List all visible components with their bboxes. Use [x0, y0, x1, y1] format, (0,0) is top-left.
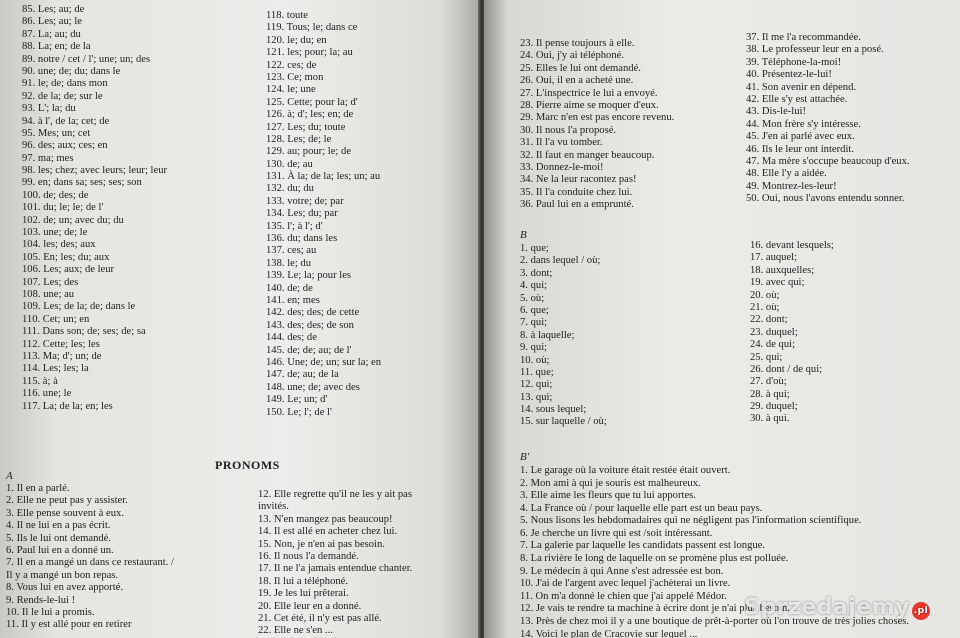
answer-line: 30. à qui. — [750, 413, 790, 425]
answer-line: 11. que; — [520, 366, 554, 378]
answer-line: 146. Une; de; un; sur la; en — [266, 356, 382, 368]
answer-line: 119. Tous; le; dans ce — [266, 22, 358, 34]
relatifs-b-column-2 — [750, 240, 950, 426]
answer-line: 43. Dis-le-lui! — [746, 106, 807, 118]
answer-line: 9. Le médecin à qui Anne s'est adressée est bon. — [520, 565, 724, 577]
answer-line: 42. Elle s'y est attachée. — [746, 93, 848, 105]
answer-line: 38. Le professeur leur en a posé. — [746, 44, 884, 56]
section-label-b: B — [520, 229, 527, 241]
answer-line: 90. une; de; du; dans le — [22, 65, 121, 77]
answer-line: 147. de; au; de la — [266, 369, 339, 381]
answer-line: invités. — [258, 501, 289, 513]
right-page — [484, 0, 960, 638]
answer-line: 15. sur laquelle / où; — [520, 416, 607, 428]
answer-line: 30. Il nous l'a proposé. — [520, 124, 617, 136]
answer-line: 88. La; en; de la — [22, 41, 91, 53]
answer-line: 111. Dans son; de; ses; de; sa — [22, 326, 146, 338]
answer-line: 1. Le garage où la voiture était restée était ouvert. — [520, 465, 731, 476]
answer-line: 48. Elle l'y a aidée. — [746, 168, 827, 180]
answer-line: 87. La; au; du — [22, 28, 81, 40]
answer-line: Il y a mangé un bon repas. — [6, 569, 119, 581]
answer-line: 19. Je les lui prêterai. — [258, 588, 349, 600]
answer-line: 110. Cet; un; en — [22, 313, 90, 325]
section-heading-pronoms: PRONOMS — [215, 458, 280, 472]
answer-line: 13. N'en mangez pas beaucoup! — [258, 513, 393, 525]
answer-line: 46. Ils le leur ont interdit. — [746, 143, 854, 155]
answer-line: 5. où; — [520, 292, 545, 304]
answer-line: 40. Présentez-le-lui! — [746, 69, 832, 81]
section-label-b-prime: B' — [520, 451, 530, 463]
answer-line: 22. dont; — [750, 314, 788, 326]
pronoms-a-column-1 — [6, 483, 256, 632]
answer-line: 5. Ils le lui ont demandé. — [6, 532, 112, 544]
answer-line: 129. au; pour; le; de — [266, 146, 352, 158]
answer-line: 6. que; — [520, 304, 549, 316]
answer-line: 18. Il lui a téléphoné. — [258, 575, 349, 587]
answer-line: 10. J'ai de l'argent avec lequel j'achèterai un livre. — [520, 578, 731, 590]
answer-line: 7. La galerie par laquelle les candidats passent est longue. — [520, 540, 766, 552]
answer-line: 28. Pierre aime se moquer d'eux. — [520, 99, 659, 111]
answer-line: 16. devant lesquels; — [750, 240, 834, 251]
answer-line: 138. le; du — [266, 257, 312, 269]
answer-line: 136. du; dans les — [266, 233, 338, 245]
answer-line: 17. auquel; — [750, 252, 798, 264]
answer-line: 17. Il ne l'a jamais entendue chanter. — [258, 563, 413, 575]
answer-line: 4. La France où / pour laquelle elle part est un beau pays. — [520, 502, 763, 514]
answer-line: 96. des; aux; ces; en — [22, 140, 108, 152]
answer-line: 9. Rends-le-lui ! — [6, 594, 76, 606]
answer-line: 140. de; de — [266, 282, 313, 294]
answer-line: 6. Paul lui en a donné un. — [6, 544, 114, 556]
answer-line: 2. Elle ne peut pas y assister. — [6, 495, 128, 507]
answer-line: 11. On m'a donné le chien que j'ai appelé Médor. — [520, 590, 727, 602]
answer-line: 142. des; des; de cette — [266, 307, 360, 319]
answer-line: 8. à laquelle; — [520, 329, 575, 341]
answer-line: 10. où; — [520, 354, 550, 366]
answer-line: 143. des; des; de son — [266, 319, 354, 331]
answer-line: 21. Cet été, il n'y est pas allé. — [258, 612, 382, 624]
answer-line: 97. ma; mes — [22, 152, 74, 164]
answer-line: 16. Il nous l'a demandé. — [258, 550, 359, 562]
answer-line: 89. notre / cet / l'; une; un; des — [22, 53, 151, 65]
answer-line: 4. Il ne lui en a pas écrit. — [6, 520, 111, 532]
answer-line: 15. Non, je n'en ai pas besoin. — [258, 538, 385, 550]
answer-line: 26. dont / de qui; — [750, 363, 823, 375]
answer-line: 7. Il en a mangé un dans ce restaurant. / — [6, 557, 174, 569]
answer-line: 123. Ce; mon — [266, 71, 324, 83]
answer-line: 104. les; des; aux — [22, 239, 96, 251]
answer-line: 125. Cette; pour la; d' — [266, 96, 358, 108]
answer-line: 39. Téléphone-la-moi! — [746, 56, 842, 68]
answer-line: 108. une; au — [22, 288, 75, 300]
answer-line: 93. L'; la; du — [22, 103, 76, 115]
answer-line: 3. Elle pense souvent à eux. — [6, 507, 124, 519]
answer-line: 122. ces; de — [266, 59, 317, 71]
answer-line: 95. Mes; un; cet — [22, 127, 91, 139]
answer-line: 11. Il y est allé pour en retirer — [6, 619, 132, 631]
answer-line: 144. des; de — [266, 332, 317, 344]
answer-line: 141. en; mes — [266, 294, 320, 306]
watermark-text: Sprzedajemy — [744, 595, 910, 620]
answer-line: 150. Le; l'; de l' — [266, 406, 332, 418]
answer-line: 13. qui; — [520, 391, 553, 403]
answer-line: 24. Oui, j'y ai téléphoné. — [520, 50, 624, 62]
answer-line: 1. que; — [520, 243, 549, 254]
answer-line: 98. les; chez; avec leurs; leur; leur — [22, 165, 168, 177]
answer-line: 23. Il pense toujours à elle. — [520, 38, 635, 49]
answer-line: 4. qui; — [520, 280, 548, 292]
answer-line: 114. Les; les; la — [22, 363, 89, 375]
answer-line: 120. le; du; en — [266, 34, 327, 46]
answer-line: 132. du; du — [266, 183, 314, 195]
answer-line: 126. à; d'; les; en; de — [266, 109, 354, 121]
answer-line: 9. qui; — [520, 342, 548, 354]
answer-line: 105. En; les; du; aux — [22, 251, 110, 263]
section-label-a: A — [6, 470, 13, 482]
answer-line: 32. Il faut en manger beaucoup. — [520, 149, 655, 161]
answer-line: 45. J'en ai parlé avec eux. — [746, 131, 855, 143]
answer-line: 18. auxquelles; — [750, 264, 815, 276]
answer-line: 26. Oui, il en a acheté une. — [520, 75, 634, 87]
answer-line: 103. une; de; le — [22, 227, 88, 239]
answer-line: 86. Les; au; le — [22, 16, 83, 28]
watermark-suffix: .pl — [912, 602, 930, 620]
answer-line: 107. Les; des — [22, 276, 79, 288]
answer-line: 22. Elle ne s'en ... — [258, 625, 333, 637]
answer-line: 27. L'inspectrice le lui a envoyé. — [520, 87, 658, 99]
answer-line: 12. Je vais te rendre ta machine à écrire dont je n'ai plus besoin. — [520, 603, 790, 615]
answer-line: 29. Marc n'en est pas encore revenu. — [520, 112, 675, 124]
answer-line: 21. où; — [750, 301, 780, 313]
pronoms-a-column-37-50 — [746, 32, 956, 205]
answer-line: 12. Elle regrette qu'il ne les y ait pas — [258, 489, 412, 500]
answer-line: 149. Le; un; d' — [266, 394, 328, 406]
answer-line: 99. en; dans sa; ses; ses; son — [22, 177, 142, 189]
answer-line: 47. Ma mère s'occupe beaucoup d'eux. — [746, 155, 910, 167]
answer-line: 24. de qui; — [750, 339, 796, 351]
pronoms-a-column-2 — [258, 489, 473, 638]
answer-line: 116. une; le — [22, 388, 72, 400]
answer-line: 33. Donnez-le-moi! — [520, 161, 604, 173]
answer-line: 7. qui; — [520, 317, 548, 329]
answer-line: 131. À la; de la; les; un; au — [266, 171, 381, 183]
answer-line: 112. Cette; les; les — [22, 338, 100, 350]
answer-line: 135. l'; à l'; d' — [266, 220, 323, 232]
answers-column-118-150 — [266, 10, 466, 419]
answer-line: 14. sous lequel; — [520, 404, 587, 416]
answer-line: 25. qui; — [750, 351, 783, 363]
answer-line: 28. à qui; — [750, 388, 790, 400]
answer-line: 139. Le; la; pour les — [266, 270, 352, 282]
answer-line: 121. les; pour; la; au — [266, 47, 353, 59]
answer-line: 3. Elle aime les fleurs que tu lui apportes. — [520, 490, 696, 502]
answer-line: 14. Voici le plan de Cracovie sur lequel ... — [520, 628, 698, 638]
answer-line: 34. Ne la leur racontez pas! — [520, 174, 637, 186]
answer-line: 6. Je cherche un livre qui est /soit intéressant. — [520, 527, 713, 539]
answer-line: 36. Paul lui en a emprunté. — [520, 199, 634, 211]
watermark-logo — [744, 595, 930, 620]
answer-line: 14. Il est allé en acheter chez lui. — [258, 526, 398, 538]
answer-line: 109. Les; de la; de; dans le — [22, 301, 136, 313]
answer-line: 8. La rivière le long de laquelle on se promène plus est polluée. — [520, 553, 789, 565]
answer-line: 10. Il le lui a promis. — [6, 606, 95, 618]
answer-line: 12. qui; — [520, 379, 553, 391]
answer-line: 13. Près de chez moi il y a une boutique de prêt-à-porter où l'on trouve de très jolies choses. — [520, 615, 910, 627]
answer-line: 50. Oui, nous l'avons entendu sonner. — [746, 193, 905, 205]
answer-line: 29. duquel; — [750, 401, 798, 413]
answer-line: 133. votre; de; par — [266, 195, 344, 207]
answer-line: 94. à l', de la; cet; de — [22, 115, 110, 127]
pronoms-a-column-23-36 — [520, 38, 742, 211]
answer-line: 148. une; de; avec des — [266, 381, 360, 393]
answer-line: 137. ces; au — [266, 245, 317, 257]
answer-line: 130. de; au — [266, 158, 313, 170]
answer-line: 106. Les; aux; de leur — [22, 264, 115, 276]
answers-column-85-117 — [22, 4, 252, 413]
answer-line: 92. de la; de; sur le — [22, 90, 103, 102]
answer-line: 3. dont; — [520, 267, 553, 279]
answer-line: 101. du; le; le; de l' — [22, 202, 104, 214]
answer-line: 23. duquel; — [750, 326, 798, 338]
answer-line: 49. Montrez-les-leur! — [746, 180, 837, 192]
answer-line: 20. Elle leur en a donné. — [258, 600, 362, 612]
answer-line: 127. Les; du; toute — [266, 121, 346, 133]
relatifs-b-column-1 — [520, 243, 740, 429]
answer-line: 19. avec qui; — [750, 277, 805, 289]
answer-line: 134. Les; du; par — [266, 208, 338, 220]
answer-line: 1. Il en a parlé. — [6, 483, 70, 494]
answer-line: 145. de; de; au; de l' — [266, 344, 352, 356]
answer-line: 25. Elles le lui ont demandé. — [520, 62, 641, 74]
answer-line: 2. Mon ami à qui je souris est malheureux. — [520, 477, 701, 489]
answer-line: 100. de; des; de — [22, 189, 89, 201]
answer-line: 44. Mon frère s'y intéresse. — [746, 118, 861, 130]
answer-line: 124. le; une — [266, 84, 316, 96]
answer-line: 117. La; de la; en; les — [22, 400, 113, 412]
answer-line: 91. le; de; dans mon — [22, 78, 108, 90]
answer-line: 27. d'où; — [750, 376, 787, 388]
answer-line: 8. Vous lui en avez apporté. — [6, 582, 123, 594]
answer-line: 128. Les; de; le — [266, 133, 332, 145]
answer-line: 115. à; à — [22, 375, 58, 387]
answer-line: 102. de; un; avec du; du — [22, 214, 124, 226]
answer-line: 35. Il l'a conduite chez lui. — [520, 186, 633, 198]
answer-line: 2. dans lequel / où; — [520, 255, 601, 267]
answer-line: 113. Ma; d'; un; de — [22, 350, 102, 362]
answer-line: 85. Les; au; de — [22, 4, 85, 15]
answer-line: 118. toute — [266, 10, 308, 21]
answer-line: 37. Il me l'a recommandée. — [746, 32, 861, 43]
answer-line: 5. Nous lisons les hebdomadaires qui ne négligent pas l'information scientifique. — [520, 515, 862, 527]
answer-line: 31. Il l'a vu tomber. — [520, 137, 603, 149]
answer-line: 41. Son avenir en dépend. — [746, 81, 857, 93]
answer-line: 20. où; — [750, 289, 780, 301]
